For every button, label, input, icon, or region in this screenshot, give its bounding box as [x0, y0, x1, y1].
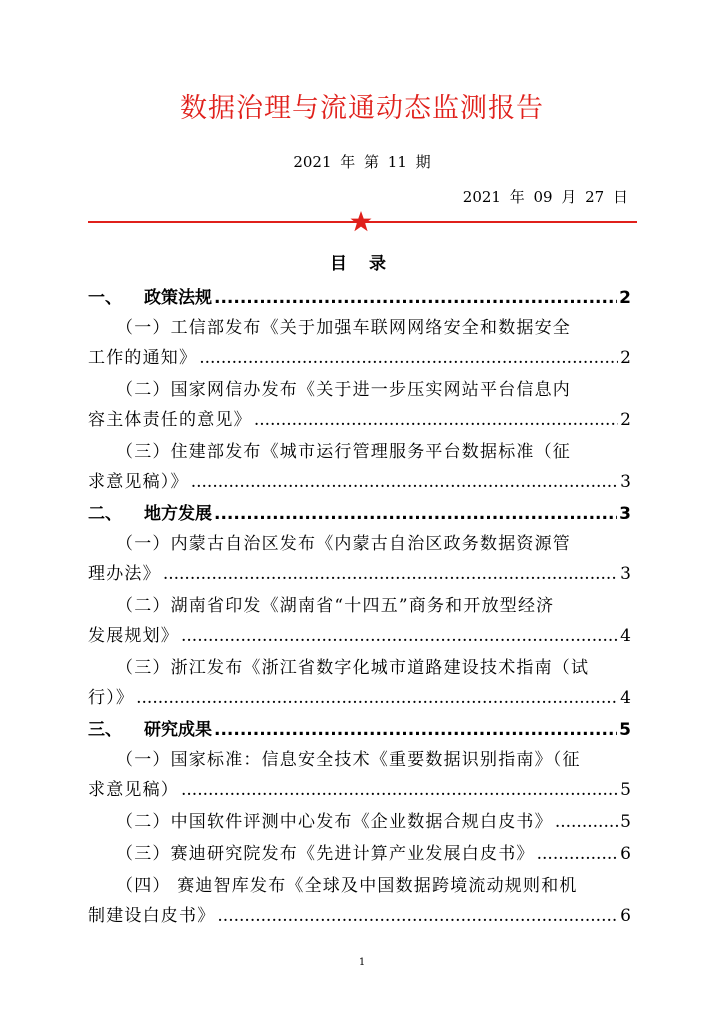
entry-text: （二）国家网信办发布《关于进一步压实网站平台信息内 — [116, 380, 571, 400]
page-number: 2 — [620, 348, 631, 368]
toc-entry[interactable] — [88, 375, 631, 435]
dot-leader — [136, 683, 618, 713]
toc-entry[interactable] — [88, 745, 631, 805]
section-number: 二、 — [88, 504, 122, 524]
star-icon — [349, 210, 373, 234]
page-number: 6 — [620, 906, 631, 926]
dot-leader — [254, 405, 618, 435]
publish-date: 2021 年 09 月 27 日 — [462, 188, 628, 206]
page-number: 3 — [619, 504, 631, 524]
entry-text-cont: 容主体责任的意见》 — [88, 410, 252, 430]
section-title: 政策法规 — [144, 288, 212, 308]
toc-section-local[interactable] — [88, 499, 631, 529]
section-number: 三、 — [88, 720, 122, 740]
entry-text-cont: 求意见稿）》 — [88, 472, 189, 492]
entry-text-cont: 理办法》 — [88, 564, 161, 584]
section-title: 研究成果 — [144, 720, 212, 740]
dot-leader — [214, 499, 617, 529]
entry-text: （二）中国软件评测中心发布《企业数据合规白皮书》 — [116, 812, 553, 832]
dot-leader — [537, 839, 619, 869]
toc-title: 目 录 — [330, 254, 394, 274]
dot-leader — [163, 559, 618, 589]
page-number: 2 — [619, 288, 631, 308]
toc-entry[interactable] — [88, 807, 631, 837]
page-number: 4 — [620, 626, 631, 646]
entry-text: （四） 赛迪智库发布《全球及中国数据跨境流动规则和机 — [116, 876, 578, 896]
entry-text: （一）工信部发布《关于加强车联网网络安全和数据安全 — [116, 318, 571, 338]
page-number: 5 — [620, 780, 631, 800]
dot-leader — [214, 283, 617, 313]
dot-leader — [199, 343, 618, 373]
toc-entry[interactable] — [88, 437, 631, 497]
entry-text: （三）浙江发布《浙江省数字化城市道路建设技术指南（试 — [116, 658, 590, 678]
entry-text: （一）国家标准：信息安全技术《重要数据识别指南》（征 — [116, 750, 581, 770]
entry-text-cont: 制建设白皮书》 — [88, 906, 216, 926]
entry-text-cont: 发展规划》 — [88, 626, 179, 646]
page-number: 6 — [620, 844, 631, 864]
table-of-contents — [88, 283, 631, 933]
toc-entry[interactable] — [88, 591, 631, 651]
toc-section-policy[interactable] — [88, 283, 631, 313]
dot-leader — [555, 807, 618, 837]
toc-entry[interactable] — [88, 839, 631, 869]
page-number: 3 — [620, 564, 631, 584]
page-number: 5 — [620, 812, 631, 832]
section-number: 一、 — [88, 288, 122, 308]
dot-leader — [191, 467, 618, 497]
entry-text: （三）赛迪研究院发布《先进计算产业发展白皮书》 — [116, 844, 535, 864]
dot-leader — [214, 715, 617, 745]
footer-page-number: 1 — [358, 957, 366, 968]
dot-leader — [181, 775, 618, 805]
toc-entry[interactable] — [88, 653, 631, 713]
entry-text-cont: 求意见稿） — [88, 780, 179, 800]
entry-text-cont: 工作的通知》 — [88, 348, 198, 368]
toc-entry[interactable] — [88, 529, 631, 589]
entry-text-cont: 行）》 — [88, 688, 135, 708]
dot-leader — [217, 901, 618, 931]
issue-number: 2021 年 第 11 期 — [293, 153, 431, 171]
page-number: 3 — [620, 472, 631, 492]
entry-text: （三）住建部发布《城市运行管理服务平台数据标准（征 — [116, 442, 571, 462]
page-number: 4 — [620, 688, 631, 708]
page-number: 5 — [619, 720, 631, 740]
toc-entry[interactable] — [88, 313, 631, 373]
section-title: 地方发展 — [144, 504, 212, 524]
entry-text: （二）湖南省印发《湖南省“十四五”商务和开放型经济 — [116, 596, 555, 616]
toc-section-research[interactable] — [88, 715, 631, 745]
entry-text: （一）内蒙古自治区发布《内蒙古自治区政务数据资源管 — [116, 534, 571, 554]
dot-leader — [181, 621, 618, 651]
report-title: 数据治理与流通动态监测报告 — [180, 93, 544, 124]
page-number: 2 — [620, 410, 631, 430]
toc-entry[interactable] — [88, 871, 631, 931]
